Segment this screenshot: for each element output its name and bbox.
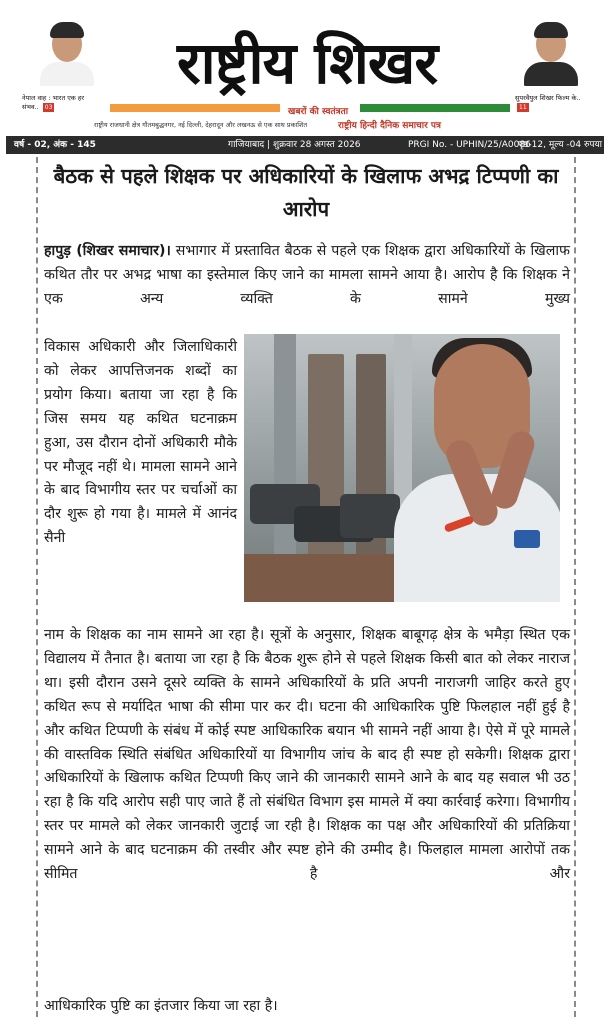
- right-portrait-image: [522, 20, 580, 86]
- article-headline: बैठक से पहले शिक्षक पर अधिकारियों के खिलाफ अभद्र टिप्पणी का आरोप: [53, 164, 559, 221]
- left-teaser-text: नेपाल वाह : भारत एक हर संभव..: [22, 94, 84, 111]
- newspaper-title: राष्ट्रीय शिखर: [176, 29, 438, 97]
- article-intro-text: सभागार में प्रस्तावित बैठक से पहले एक शिक्षक द्वारा अधिकारियों के खिलाफ कथित तौर पर अभद्र भाषा का इस्तेमाल किए जाने का मामला सामने आया है। आरोप है कि शिक्षक ने एक अन्य व्यक्ति के सामने मुख्य: [44, 243, 570, 307]
- article-body-text: नाम के शिक्षक का नाम सामने आ रहा है। सूत्रों के अनुसार, शिक्षक बाबूगढ़ क्षेत्र के भमैड़ा स्थित एक विद्यालय में तैनात है। बताया जा रहा है कि बैठक शुरू होने से पहले शिक्षक किसी बात को लेकर नाराज था। इसी दौरान उसने दूसरे व्यक्ति के सामने अधिकारियों के प्रति अपनी नाराजगी जाहिर करते हुए कथित रूप से मर्यादित भाषा की सीमा पार कर दी। घटना की आधिकारिक पुष्टि फिलहाल नहीं हुई है और कथित टिप्पणी के संबंध में कोई स्पष्ट आधिकारिक बयान भी सामने नहीं आया है। ऐसे में पूरे मामले की वास्तविक स्थिति संबंधित अधिकारियों या विभागीय जांच के बाद ही स्पष्ट हो सकेगी। शिक्षक द्वारा अधिकारियों के खिलाफ कथित टिप्पणी किए जाने की जानकारी सामने आने के बाद यह सवाल भी उठ रहा है कि यदि आरोप सही पाए जाते हैं तो संबंधित विभाग इस मामले में क्या कार्रवाई करेगा। विभागीय स्तर पर मामले को लेकर जानकारी जुटाई जा रही है। शिक्षक का पक्ष और अधिकारियों की प्रतिक्रिया सामने आने के बाद घटनाक्रम की तस्वीर और स्पष्ट होने की उम्मीद है। फिलहाल मामला आरोपों तक सीमित है और: [44, 627, 570, 883]
- article-closing-line: आधिकारिक पुष्टि का इंतजार किया जा रहा है।: [44, 998, 278, 1014]
- article-side-column: विकास अधिकारी और जिलाधिकारी को लेकर आपत्तिजनक शब्दों का प्रयोग किया। बताया जा रहा है कि जिस समय यह कथित घटनाक्रम हुआ, उस दौरान दोनों अधिकारी मौके पर मौजूद नहीं थे। मामला सामने आने के बाद विभागीय स्तर पर चर्चाओं का दौर शुरू हो गया है। मामले में आनंद सैनी: [44, 339, 237, 547]
- right-teaser-page-tag: 11: [519, 104, 527, 111]
- left-teaser-page-tag: 03: [44, 104, 53, 111]
- saffron-stripe: [110, 104, 280, 112]
- issue-number: वर्ष - 02, अंक - 145: [14, 140, 96, 150]
- article-intro-paragraph: [44, 240, 570, 312]
- right-teaser-caption[interactable]: [515, 94, 595, 112]
- green-stripe: [360, 104, 510, 112]
- publication-address: राष्ट्रीय राजधानी क्षेत्र गौतमबुद्धनगर, नई दिल्ली, देहरादून और लखनऊ से एक साथ प्रकाशित: [94, 121, 308, 129]
- prgi-number: PRGI No. - UPHIN/25/A0086: [408, 140, 531, 150]
- masthead: [0, 0, 610, 130]
- right-teaser-text: सुपरवैयुल शिखर फिल्म के..: [515, 94, 581, 102]
- issue-info-bar: [6, 136, 604, 154]
- newspaper-tagline: खबरों की स्वतंत्रता: [288, 107, 349, 117]
- article-photo: [244, 334, 560, 602]
- article-dateline: हापुड़ (शिखर समाचार)।: [44, 243, 171, 259]
- left-portrait-image: [38, 20, 96, 86]
- page-and-price: पृष्ठ-12, मूल्य -04 रुपया: [518, 140, 603, 150]
- left-teaser-caption[interactable]: [22, 94, 102, 112]
- issue-date: गाजियाबाद | शुक्रवार 28 अगस्त 2026: [228, 140, 361, 150]
- newspaper-subtitle: राष्ट्रीय हिन्दी दैनिक समाचार पत्र: [338, 121, 441, 131]
